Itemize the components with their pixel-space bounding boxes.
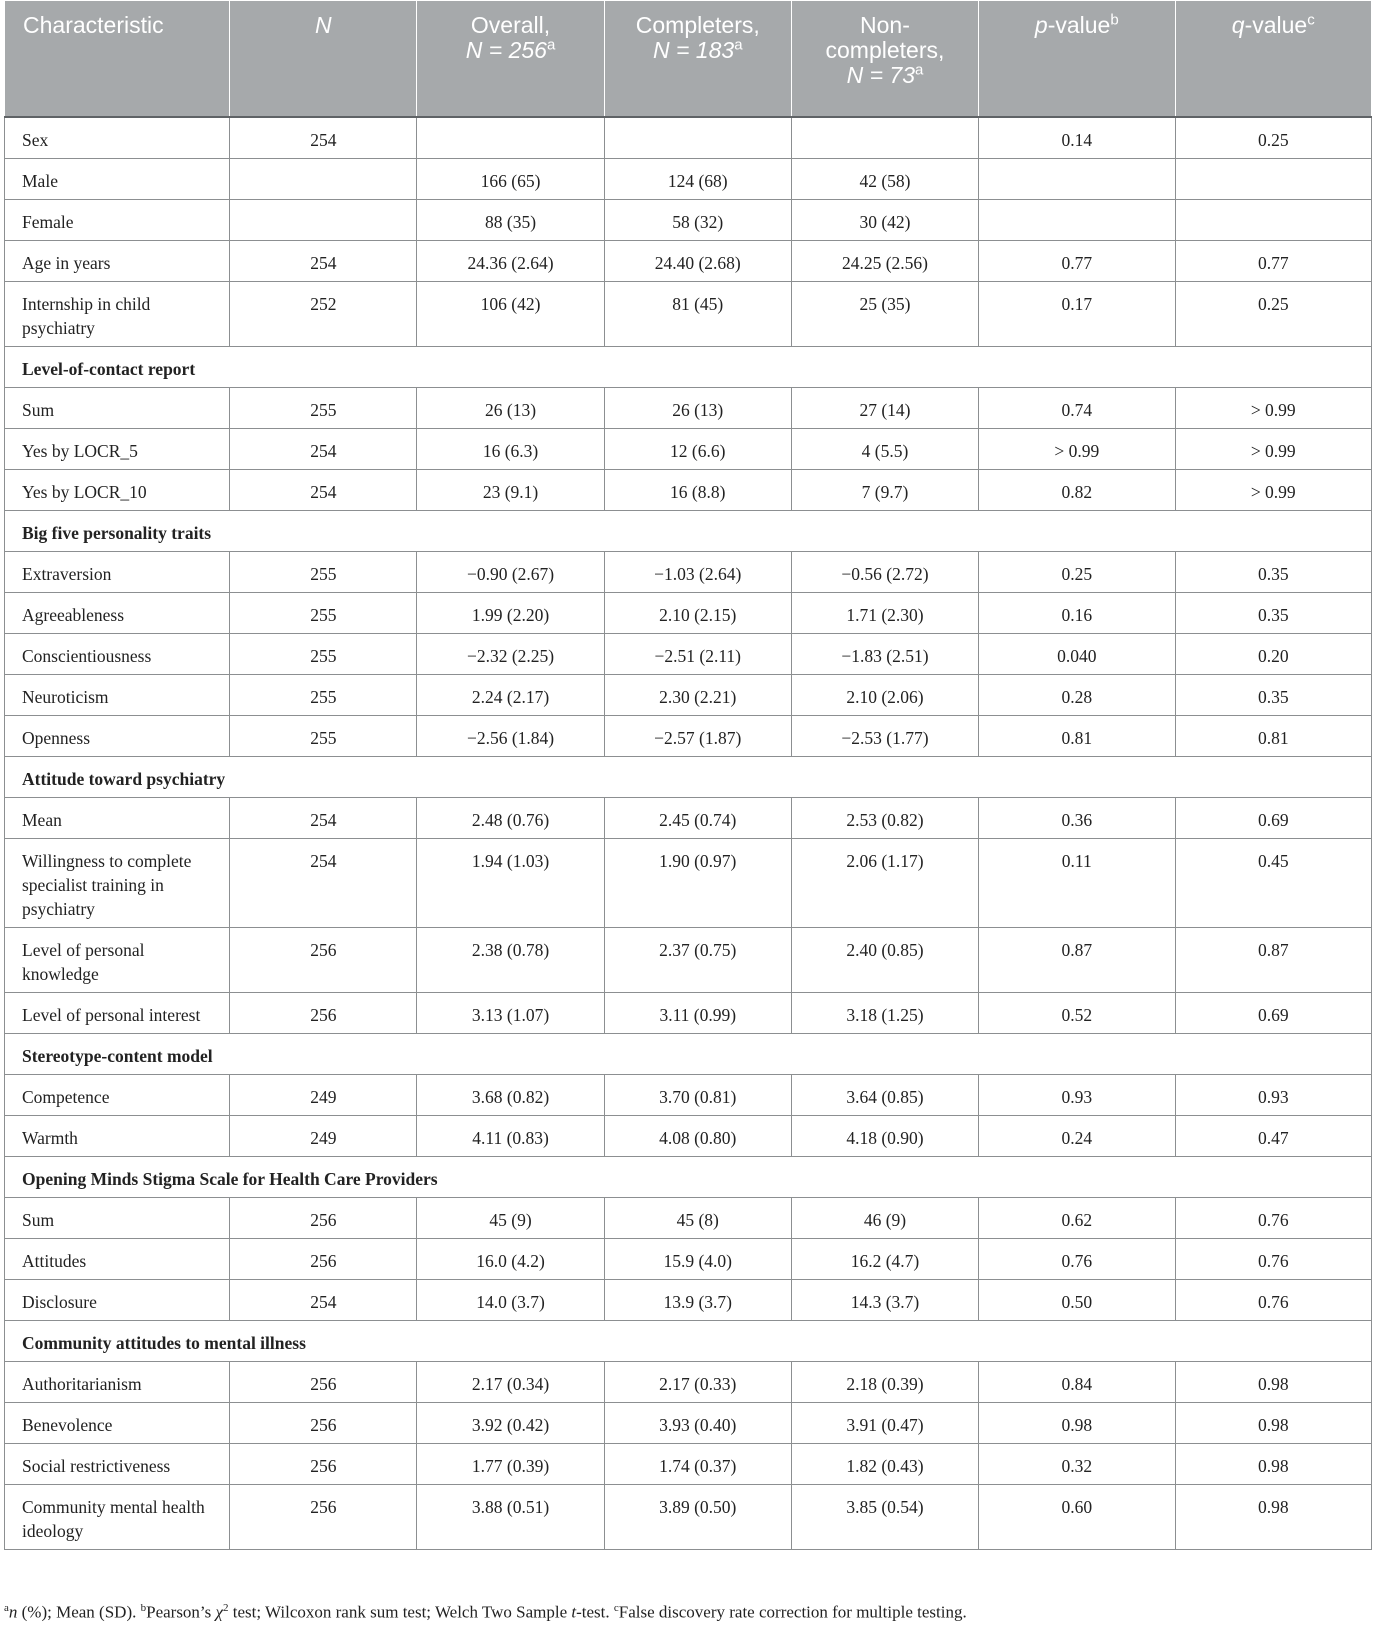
- cell-overall: 2.24 (2.17): [417, 675, 604, 716]
- cell-overall: 166 (65): [417, 159, 604, 200]
- cell-overall: 4.11 (0.83): [417, 1116, 604, 1157]
- cell-noncompleters: −0.56 (2.72): [791, 552, 978, 593]
- cell-p: [979, 200, 1175, 241]
- section-header-row: [5, 1321, 1372, 1362]
- cell-overall: 2.38 (0.78): [417, 928, 604, 993]
- cell-completers: 45 (8): [604, 1198, 791, 1239]
- section-header-row: [5, 511, 1372, 552]
- cell-label: Community mental health ideology: [5, 1485, 230, 1550]
- characteristics-table: [4, 0, 1372, 1550]
- cell-n: 254: [230, 798, 417, 839]
- table-row: [5, 282, 1372, 347]
- cell-completers: 3.70 (0.81): [604, 1075, 791, 1116]
- cell-q: 0.76: [1175, 1280, 1371, 1321]
- cell-n: 255: [230, 716, 417, 757]
- cell-label: Yes by LOCR_10: [5, 470, 230, 511]
- cell-q: 0.77: [1175, 241, 1371, 282]
- cell-overall: 45 (9): [417, 1198, 604, 1239]
- cell-n: 256: [230, 928, 417, 993]
- cell-noncompleters: 4 (5.5): [791, 429, 978, 470]
- cell-overall: 2.48 (0.76): [417, 798, 604, 839]
- table-footnote: $^a$n (%); Mean (SD). $^b$Pearson’s $\chi^2$ test; Wilcoxon rank sum test; Welch Two Sample t-test. $^c$False discovery rate correction for multiple testing.: [4, 1602, 967, 1622]
- cell-noncompleters: 27 (14): [791, 388, 978, 429]
- cell-completers: 26 (13): [604, 388, 791, 429]
- cell-overall: 24.36 (2.64): [417, 241, 604, 282]
- cell-n: 254: [230, 839, 417, 928]
- cell-n: 255: [230, 675, 417, 716]
- cell-p: 0.040: [979, 634, 1175, 675]
- cell-overall: 3.92 (0.42): [417, 1403, 604, 1444]
- cell-noncompleters: 3.64 (0.85): [791, 1075, 978, 1116]
- table-row: [5, 798, 1372, 839]
- table-row: [5, 117, 1372, 159]
- cell-overall: 23 (9.1): [417, 470, 604, 511]
- cell-n: 255: [230, 634, 417, 675]
- cell-q: 0.98: [1175, 1444, 1371, 1485]
- table-header: [5, 1, 1372, 118]
- cell-noncompleters: 2.06 (1.17): [791, 839, 978, 928]
- cell-label: Level of personal knowledge: [5, 928, 230, 993]
- cell-n: 254: [230, 241, 417, 282]
- cell-q: 0.98: [1175, 1403, 1371, 1444]
- cell-completers: 16 (8.8): [604, 470, 791, 511]
- cell-q: 0.98: [1175, 1485, 1371, 1550]
- cell-overall: −2.56 (1.84): [417, 716, 604, 757]
- cell-q: 0.81: [1175, 716, 1371, 757]
- cell-q: > 0.99: [1175, 429, 1371, 470]
- cell-q: 0.76: [1175, 1239, 1371, 1280]
- cell-completers: 124 (68): [604, 159, 791, 200]
- section-title: Attitude toward psychiatry: [5, 757, 1372, 798]
- section-title: Opening Minds Stigma Scale for Health Care Providers: [5, 1157, 1372, 1198]
- table-body: [5, 117, 1372, 1550]
- cell-p: 0.93: [979, 1075, 1175, 1116]
- cell-n: 254: [230, 1280, 417, 1321]
- cell-completers: 1.90 (0.97): [604, 839, 791, 928]
- cell-p: 0.76: [979, 1239, 1175, 1280]
- cell-overall: 1.99 (2.20): [417, 593, 604, 634]
- cell-label: Age in years: [5, 241, 230, 282]
- table-row: [5, 200, 1372, 241]
- cell-n: 254: [230, 117, 417, 159]
- cell-completers: 1.74 (0.37): [604, 1444, 791, 1485]
- cell-q: 0.69: [1175, 993, 1371, 1034]
- cell-p: 0.24: [979, 1116, 1175, 1157]
- cell-p: 0.87: [979, 928, 1175, 993]
- cell-completers: −2.51 (2.11): [604, 634, 791, 675]
- cell-n: [230, 159, 417, 200]
- cell-label: Competence: [5, 1075, 230, 1116]
- cell-q: 0.35: [1175, 675, 1371, 716]
- header-overall: Overall, $N = 256^a$: [417, 1, 604, 118]
- cell-p: 0.17: [979, 282, 1175, 347]
- cell-p: 0.98: [979, 1403, 1175, 1444]
- cell-n: 252: [230, 282, 417, 347]
- cell-label: Mean: [5, 798, 230, 839]
- cell-label: Neuroticism: [5, 675, 230, 716]
- cell-overall: 16.0 (4.2): [417, 1239, 604, 1280]
- cell-overall: 3.13 (1.07): [417, 993, 604, 1034]
- cell-label: Level of personal interest: [5, 993, 230, 1034]
- cell-q: > 0.99: [1175, 388, 1371, 429]
- cell-noncompleters: 1.82 (0.43): [791, 1444, 978, 1485]
- cell-label: Social restrictiveness: [5, 1444, 230, 1485]
- cell-n: 256: [230, 993, 417, 1034]
- cell-p: 0.25: [979, 552, 1175, 593]
- cell-q: 0.93: [1175, 1075, 1371, 1116]
- cell-n: 256: [230, 1485, 417, 1550]
- cell-completers: 2.37 (0.75): [604, 928, 791, 993]
- cell-completers: 24.40 (2.68): [604, 241, 791, 282]
- cell-q: 0.35: [1175, 593, 1371, 634]
- cell-label: Female: [5, 200, 230, 241]
- cell-noncompleters: 3.85 (0.54): [791, 1485, 978, 1550]
- cell-p: 0.62: [979, 1198, 1175, 1239]
- cell-noncompleters: 2.53 (0.82): [791, 798, 978, 839]
- header-noncompleters: Non- completers, $N = 73^a$: [791, 1, 978, 118]
- cell-p: 0.81: [979, 716, 1175, 757]
- cell-overall: 26 (13): [417, 388, 604, 429]
- cell-noncompleters: 30 (42): [791, 200, 978, 241]
- cell-q: 0.25: [1175, 117, 1371, 159]
- cell-p: > 0.99: [979, 429, 1175, 470]
- cell-p: 0.52: [979, 993, 1175, 1034]
- cell-completers: 81 (45): [604, 282, 791, 347]
- cell-n: 256: [230, 1362, 417, 1403]
- cell-noncompleters: 25 (35): [791, 282, 978, 347]
- table-row: [5, 1239, 1372, 1280]
- cell-label: Agreeableness: [5, 593, 230, 634]
- cell-p: [979, 159, 1175, 200]
- cell-noncompleters: 2.18 (0.39): [791, 1362, 978, 1403]
- cell-n: 256: [230, 1198, 417, 1239]
- cell-noncompleters: 42 (58): [791, 159, 978, 200]
- cell-label: Willingness to complete specialist training in psychiatry: [5, 839, 230, 928]
- cell-n: 249: [230, 1116, 417, 1157]
- cell-label: Disclosure: [5, 1280, 230, 1321]
- table-row: [5, 634, 1372, 675]
- table-row: [5, 388, 1372, 429]
- table-row: [5, 470, 1372, 511]
- cell-q: 0.98: [1175, 1362, 1371, 1403]
- table-row: [5, 928, 1372, 993]
- cell-q: 0.47: [1175, 1116, 1371, 1157]
- cell-q: 0.87: [1175, 928, 1371, 993]
- section-header-row: [5, 347, 1372, 388]
- cell-p: 0.14: [979, 117, 1175, 159]
- cell-label: Sex: [5, 117, 230, 159]
- cell-noncompleters: 7 (9.7): [791, 470, 978, 511]
- cell-q: 0.76: [1175, 1198, 1371, 1239]
- cell-completers: 3.11 (0.99): [604, 993, 791, 1034]
- cell-label: Sum: [5, 1198, 230, 1239]
- cell-label: Benevolence: [5, 1403, 230, 1444]
- cell-q: 0.69: [1175, 798, 1371, 839]
- section-title: Big five personality traits: [5, 511, 1372, 552]
- table-row: [5, 1280, 1372, 1321]
- header-p-value: p-value$^b$: [979, 1, 1175, 118]
- cell-label: Sum: [5, 388, 230, 429]
- cell-completers: 2.45 (0.74): [604, 798, 791, 839]
- section-title: Level-of-contact report: [5, 347, 1372, 388]
- cell-label: Internship in child psychiatry: [5, 282, 230, 347]
- cell-p: 0.16: [979, 593, 1175, 634]
- section-header-row: [5, 1157, 1372, 1198]
- cell-label: Warmth: [5, 1116, 230, 1157]
- cell-p: 0.32: [979, 1444, 1175, 1485]
- table-row: [5, 716, 1372, 757]
- cell-noncompleters: 1.71 (2.30): [791, 593, 978, 634]
- cell-overall: 88 (35): [417, 200, 604, 241]
- cell-overall: 1.77 (0.39): [417, 1444, 604, 1485]
- cell-completers: 3.93 (0.40): [604, 1403, 791, 1444]
- cell-noncompleters: 2.40 (0.85): [791, 928, 978, 993]
- cell-overall: 106 (42): [417, 282, 604, 347]
- table-row: [5, 1198, 1372, 1239]
- cell-p: 0.77: [979, 241, 1175, 282]
- cell-overall: 3.88 (0.51): [417, 1485, 604, 1550]
- cell-completers: −1.03 (2.64): [604, 552, 791, 593]
- cell-completers: 13.9 (3.7): [604, 1280, 791, 1321]
- header-n: N: [230, 1, 417, 118]
- cell-completers: 15.9 (4.0): [604, 1239, 791, 1280]
- table-row: [5, 159, 1372, 200]
- table-row: [5, 1403, 1372, 1444]
- cell-n: 255: [230, 388, 417, 429]
- table-row: [5, 1362, 1372, 1403]
- cell-noncompleters: −1.83 (2.51): [791, 634, 978, 675]
- header-q-value: q-value$^c$: [1175, 1, 1371, 118]
- cell-n: 256: [230, 1239, 417, 1280]
- cell-n: 254: [230, 429, 417, 470]
- cell-noncompleters: 46 (9): [791, 1198, 978, 1239]
- cell-n: 249: [230, 1075, 417, 1116]
- cell-n: 256: [230, 1403, 417, 1444]
- cell-noncompleters: 3.18 (1.25): [791, 993, 978, 1034]
- cell-completers: [604, 117, 791, 159]
- cell-label: Male: [5, 159, 230, 200]
- cell-label: Authoritarianism: [5, 1362, 230, 1403]
- cell-completers: 58 (32): [604, 200, 791, 241]
- section-header-row: [5, 757, 1372, 798]
- section-header-row: [5, 1034, 1372, 1075]
- cell-q: [1175, 159, 1371, 200]
- cell-q: 0.45: [1175, 839, 1371, 928]
- cell-p: 0.11: [979, 839, 1175, 928]
- cell-completers: 3.89 (0.50): [604, 1485, 791, 1550]
- table-row: [5, 552, 1372, 593]
- cell-q: > 0.99: [1175, 470, 1371, 511]
- cell-n: 254: [230, 470, 417, 511]
- cell-q: 0.20: [1175, 634, 1371, 675]
- cell-noncompleters: 16.2 (4.7): [791, 1239, 978, 1280]
- cell-completers: 2.17 (0.33): [604, 1362, 791, 1403]
- cell-p: 0.28: [979, 675, 1175, 716]
- cell-n: [230, 200, 417, 241]
- section-title: Community attitudes to mental illness: [5, 1321, 1372, 1362]
- header-characteristic: Characteristic: [5, 1, 230, 118]
- cell-overall: 14.0 (3.7): [417, 1280, 604, 1321]
- cell-noncompleters: −2.53 (1.77): [791, 716, 978, 757]
- table-row: [5, 1116, 1372, 1157]
- cell-label: Attitudes: [5, 1239, 230, 1280]
- cell-noncompleters: 3.91 (0.47): [791, 1403, 978, 1444]
- table-row: [5, 839, 1372, 928]
- cell-noncompleters: 4.18 (0.90): [791, 1116, 978, 1157]
- cell-p: 0.50: [979, 1280, 1175, 1321]
- cell-overall: [417, 117, 604, 159]
- cell-n: 255: [230, 552, 417, 593]
- cell-overall: 1.94 (1.03): [417, 839, 604, 928]
- cell-n: 256: [230, 1444, 417, 1485]
- cell-noncompleters: [791, 117, 978, 159]
- table-row: [5, 593, 1372, 634]
- cell-completers: 12 (6.6): [604, 429, 791, 470]
- cell-label: Yes by LOCR_5: [5, 429, 230, 470]
- cell-completers: −2.57 (1.87): [604, 716, 791, 757]
- table-row: [5, 241, 1372, 282]
- table-row: [5, 1075, 1372, 1116]
- cell-overall: −0.90 (2.67): [417, 552, 604, 593]
- cell-noncompleters: 24.25 (2.56): [791, 241, 978, 282]
- cell-overall: 16 (6.3): [417, 429, 604, 470]
- characteristics-table-container: [4, 0, 1372, 1550]
- cell-label: Openness: [5, 716, 230, 757]
- section-title: Stereotype-content model: [5, 1034, 1372, 1075]
- cell-label: Extraversion: [5, 552, 230, 593]
- cell-completers: 2.30 (2.21): [604, 675, 791, 716]
- cell-overall: −2.32 (2.25): [417, 634, 604, 675]
- cell-q: [1175, 200, 1371, 241]
- cell-p: 0.60: [979, 1485, 1175, 1550]
- cell-completers: 4.08 (0.80): [604, 1116, 791, 1157]
- cell-label: Conscientiousness: [5, 634, 230, 675]
- cell-completers: 2.10 (2.15): [604, 593, 791, 634]
- table-row: [5, 993, 1372, 1034]
- cell-p: 0.36: [979, 798, 1175, 839]
- table-row: [5, 675, 1372, 716]
- table-row: [5, 1485, 1372, 1550]
- table-row: [5, 1444, 1372, 1485]
- cell-q: 0.25: [1175, 282, 1371, 347]
- cell-noncompleters: 2.10 (2.06): [791, 675, 978, 716]
- cell-p: 0.82: [979, 470, 1175, 511]
- header-completers: Completers, $N = 183^a$: [604, 1, 791, 118]
- cell-p: 0.74: [979, 388, 1175, 429]
- table-row: [5, 429, 1372, 470]
- cell-n: 255: [230, 593, 417, 634]
- cell-p: 0.84: [979, 1362, 1175, 1403]
- cell-noncompleters: 14.3 (3.7): [791, 1280, 978, 1321]
- cell-q: 0.35: [1175, 552, 1371, 593]
- cell-overall: 3.68 (0.82): [417, 1075, 604, 1116]
- cell-overall: 2.17 (0.34): [417, 1362, 604, 1403]
